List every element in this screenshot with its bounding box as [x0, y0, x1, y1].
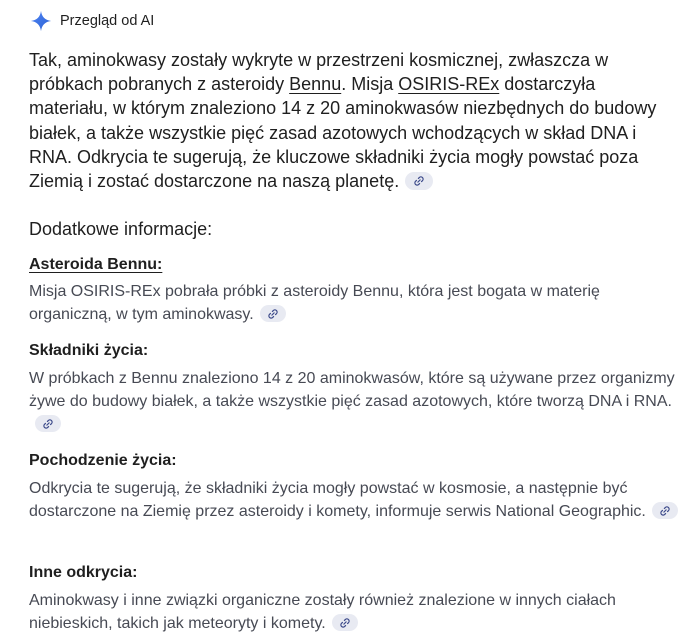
ai-overview-title: Przegląd od AI [60, 13, 155, 29]
link-icon [267, 308, 279, 320]
source-link-chip[interactable] [35, 415, 61, 432]
answer-text-end: dostarczyła materiału, w którym znaleziono 14 z 20 aminokwasów niezbędnych do budowy białek, a także wszystkie pięć zasad azotowych wchodzących w skład DNA i RNA. Odkrycia te sugerują, że kluczowe składniki życia mogły powstać poza Ziemią i zostać dostarczone na naszą planetę. [29, 74, 657, 192]
item-title-pochodzenie-zycia: Pochodzenie życia: [29, 452, 177, 469]
item-text-content: Odkrycia te sugerują, że składniki życia mogły powstać w kosmosie, a następnie być dostarczone na Ziemię przez asteroidy i komety, informuje serwis National Geographic. [29, 480, 646, 520]
osiris-rex-link[interactable]: OSIRIS-REx [398, 74, 500, 95]
item-text-content: W próbkach z Bennu znaleziono 14 z 20 aminokwasów, które są używane przez organizmy żywe do budowy białek, a także wszystkie pięć zasad azotowych, które tworzą DNA i RNA. [29, 370, 675, 410]
item-text-asteroida-bennu [29, 280, 679, 326]
link-icon [42, 418, 54, 430]
link-icon [413, 175, 425, 187]
item-title-skladniki-zycia: Składniki życia: [29, 342, 149, 359]
section-title: Dodatkowe informacje: [29, 219, 213, 239]
sparkle-icon [30, 10, 52, 32]
item-text-pochodzenie-zycia [29, 477, 679, 523]
answer-text-start: Tak, aminokwasy zostały wykryte w przestrzeni kosmicznej, zwłaszcza w próbkach pobranych z asteroidy [29, 50, 609, 95]
bennu-link[interactable]: Bennu [289, 74, 342, 95]
source-link-chip[interactable] [652, 502, 678, 519]
item-text-content: Misja OSIRIS-REx pobrała próbki z asteroidy Bennu, która jest bogata w materię organiczną, w tym aminokwasy. [29, 283, 600, 323]
item-text-content: Aminokwasy i inne związki organiczne zostały również znalezione w innych ciałach niebieskich, takich jak meteoryty i komety. [29, 592, 616, 632]
ai-overview-header [30, 9, 154, 33]
item-title-inne-odkrycia: Inne odkrycia: [29, 564, 138, 581]
source-link-chip[interactable] [332, 614, 358, 631]
item-text-skladniki-zycia [29, 367, 679, 436]
answer-text-mid: . Misja [341, 74, 399, 95]
item-title-asteroida-bennu[interactable]: Asteroida Bennu: [29, 256, 163, 273]
main-answer [29, 48, 679, 193]
source-link-chip[interactable] [260, 305, 286, 322]
source-link-chip[interactable] [405, 172, 433, 190]
link-icon [339, 617, 351, 629]
link-icon [659, 505, 671, 517]
item-text-inne-odkrycia [29, 589, 679, 635]
